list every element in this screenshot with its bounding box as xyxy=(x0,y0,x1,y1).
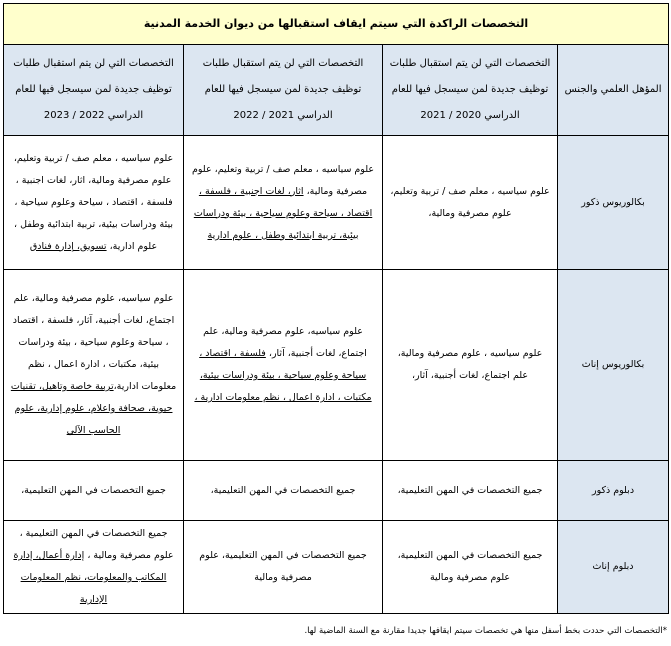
specializations-text: جميع التخصصات في المهن التعليمية ، علوم مصرفية ومالية ، xyxy=(19,528,174,561)
title-row xyxy=(4,4,669,45)
specializations-text: جميع التخصصات في المهن التعليمية، xyxy=(210,484,356,496)
newly-stopped-specializations: إدارة أعمال، إدارة المكاتب والمعلومات، نظم المعلومات الإدارية xyxy=(13,550,167,605)
specializations-table xyxy=(3,3,669,614)
specializations-text: علوم سياسيه، علوم مصرفية ومالية، علم اجتماع، لغات أجنبية، آثار، فلسفة ، اقتصاد ، سياحة وعلوم سياحية ، بيئة ودراسات بيئية، مكتبات ، ادارة اعمال ، نظم معلومات ادارية، xyxy=(12,293,177,392)
table-cell xyxy=(383,461,558,521)
table-cell xyxy=(4,270,184,461)
header-qualification: المؤهل العلمي والجنس xyxy=(558,45,669,136)
specializations-text: علوم سياسيه ، معلم صف / تربية وتعليم، علوم مصرفية ومالية، اثار، لغات اجنبية ، فلسفة ، اقتصاد ، سياحة وعلوم سياحية ، بيئة ودراسات بيئية، تربية ابتدائية وطفل ، علوم ادارية، xyxy=(13,152,174,252)
table-cell xyxy=(383,270,558,461)
newly-stopped-specializations: اثار، لغات اجنبية ، فلسفة ، اقتصاد ، سياحة وعلوم سياحية ، بيئة ودراسات بيئية، تربية ابتدائية وطفل ، علوم ادارية xyxy=(193,185,373,241)
header-2020-2021: التخصصات التي لن يتم استقبال طلبات توظيف جديدة لمن سيسجل فيها للعام الدراسي 2020 / 2021 xyxy=(383,45,558,136)
table-cell xyxy=(184,461,383,521)
specializations-text: جميع التخصصات في المهن التعليمية، علوم مصرفية ومالية xyxy=(397,550,543,583)
table-cell xyxy=(383,136,558,270)
newly-stopped-specializations: فلسفة ، اقتصاد ، سياحة وعلوم سياحية ، بيئة ودراسات بيئية، مكتبات ، ادارة اعمال ، نظم معلومات ادارية ، xyxy=(194,348,372,403)
table-cell xyxy=(184,270,383,461)
table-row xyxy=(4,136,669,270)
table-cell xyxy=(4,521,184,614)
specializations-text: جميع التخصصات في المهن التعليمية، xyxy=(21,484,166,496)
specializations-text: جميع التخصصات في المهن التعليمية، علوم مصرفية ومالية xyxy=(199,550,367,583)
row-label: بكالوريوس إناث xyxy=(558,270,669,461)
row-label: دبلوم ذكور xyxy=(558,461,669,521)
table-title: التخصصات الراكدة التي سيتم ايقاف استقبالها من ديوان الخدمة المدنية xyxy=(4,4,669,45)
table-cell xyxy=(184,136,383,270)
table-cell xyxy=(4,461,184,521)
table-cell xyxy=(4,136,184,270)
header-row xyxy=(4,45,669,136)
specializations-text: علوم سياسيه ، معلم صف / تربية وتعليم، علوم مصرفية ومالية، xyxy=(390,185,550,219)
specializations-text: جميع التخصصات في المهن التعليمية، xyxy=(397,484,543,496)
footnote: *التخصصات التي حددت بخط أسفل منها هي تخصصات سيتم ايقافها جديدا مقارنة مع السنة الماضية لها. xyxy=(304,626,667,636)
row-label: بكالوريوس ذكور xyxy=(558,136,669,270)
table-row xyxy=(4,461,669,521)
newly-stopped-specializations: تربية خاصة وتاهيل، تقنيات حيوية، صحافة واعلام، علوم إدارية، علوم الحاسب الآلي xyxy=(10,381,173,436)
specializations-text: علوم سياسيه، علوم مصرفية ومالية، علم اجتماع، لغات أجنبية، آثار، xyxy=(203,326,367,359)
specializations-text: علوم سياسيه ، علوم مصرفية ومالية، علم اجتماع، لغات أجنبية، آثار، xyxy=(397,348,543,381)
table-cell xyxy=(383,521,558,614)
table-cell xyxy=(184,521,383,614)
header-2022-2023: التخصصات التي لن يتم استقبال طلبات توظيف جديدة لمن سيسجل فيها للعام الدراسي 2022 / 2023 xyxy=(4,45,184,136)
table-row xyxy=(4,270,669,461)
row-label: دبلوم إناث xyxy=(558,521,669,614)
table-row xyxy=(4,521,669,614)
specializations-text: علوم سياسيه ، معلم صف / تربية وتعليم، علوم مصرفية ومالية، xyxy=(192,163,375,197)
newly-stopped-specializations: تسويق، إدارة فنادق xyxy=(29,240,107,252)
header-2021-2022: التخصصات التي لن يتم استقبال طلبات توظيف جديدة لمن سيسجل فيها للعام الدراسي 2021 / 2022 xyxy=(184,45,383,136)
